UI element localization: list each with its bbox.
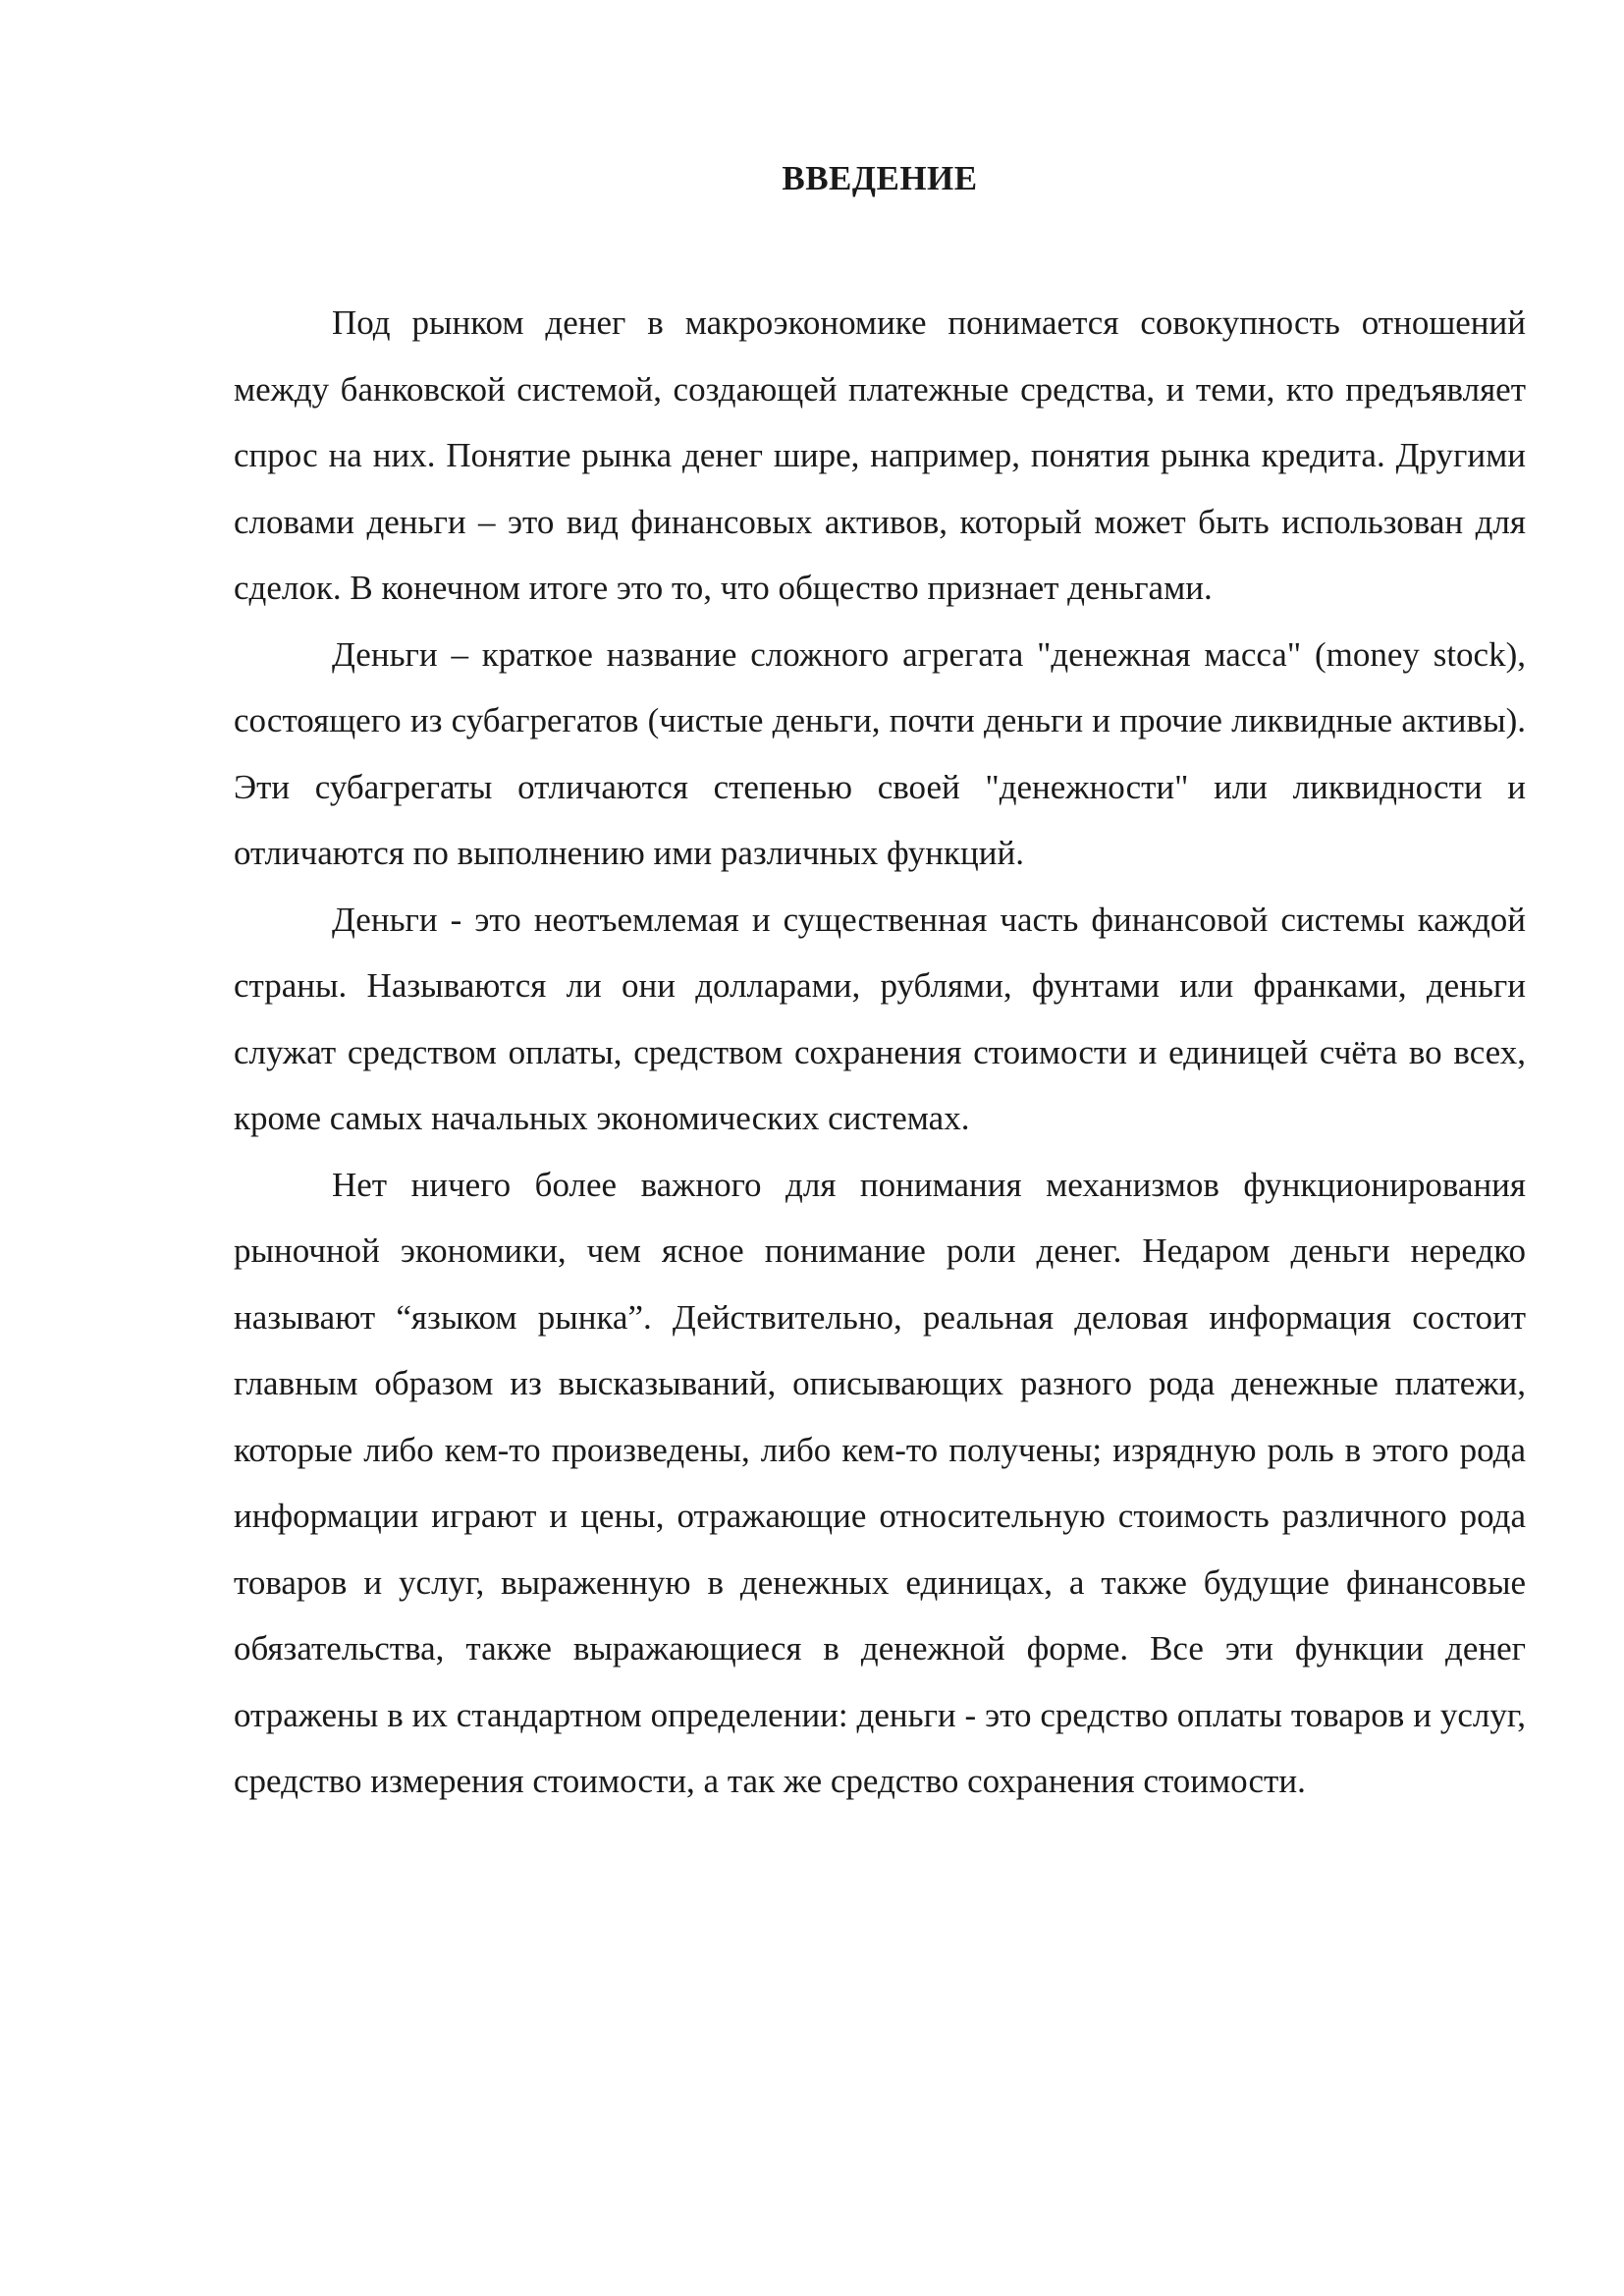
paragraph-1: Под рынком денег в макроэкономике понимается совокупность отношений между банковской системой, создающей платежные средства, и теми, кто предъявляет спрос на них. Понятие рынка денег шире, например, понятия рынка кредита. Другими словами деньги – это вид финансовых активов, который может быть использован для сделок. В конечном итоге это то, что общество признает деньгами. xyxy=(234,303,1526,607)
paragraph-3: Деньги - это неотъемлемая и существенная часть финансовой системы каждой страны. Называются ли они долларами, рублями, фунтами или франками, деньги служат средством оплаты, средством сохранения стоимости и единицей счёта во всех, кроме самых начальных экономических системах. xyxy=(234,900,1526,1137)
paragraph-2: Деньги – краткое название сложного агрегата "денежная масса" (money stock), состоящего из субагрегатов (чистые деньги, почти деньги и прочие ликвидные активы). Эти субагрегаты отличаются степенью своей "денежности" или ликвидности и отличаются по выполнению ими различных функций. xyxy=(234,634,1526,872)
document-body xyxy=(234,290,1526,1815)
page-title: ВВЕДЕНИЕ xyxy=(782,159,978,197)
paragraph-4: Нет ничего более важного для понимания механизмов функционирования рыночной экономики, чем ясное понимание роли денег. Недаром деньги нередко называют “языком рынка”. Действительно, реальная деловая информация состоит главным образом из высказываний, описывающих разного рода денежные платежи, которые либо кем-то произведены, либо кем-то получены; изрядную роль в этого рода информации играют и цены, отражающие относительную стоимость различного рода товаров и услуг, выраженную в денежных единицах, а также будущие финансовые обязательства, также выражающиеся в денежной форме. Все эти функции денег отражены в их стандартном определении: деньги - это средство оплаты товаров и услуг, средство измерения стоимости, а так же средство сохранения стоимости. xyxy=(234,1165,1526,1800)
